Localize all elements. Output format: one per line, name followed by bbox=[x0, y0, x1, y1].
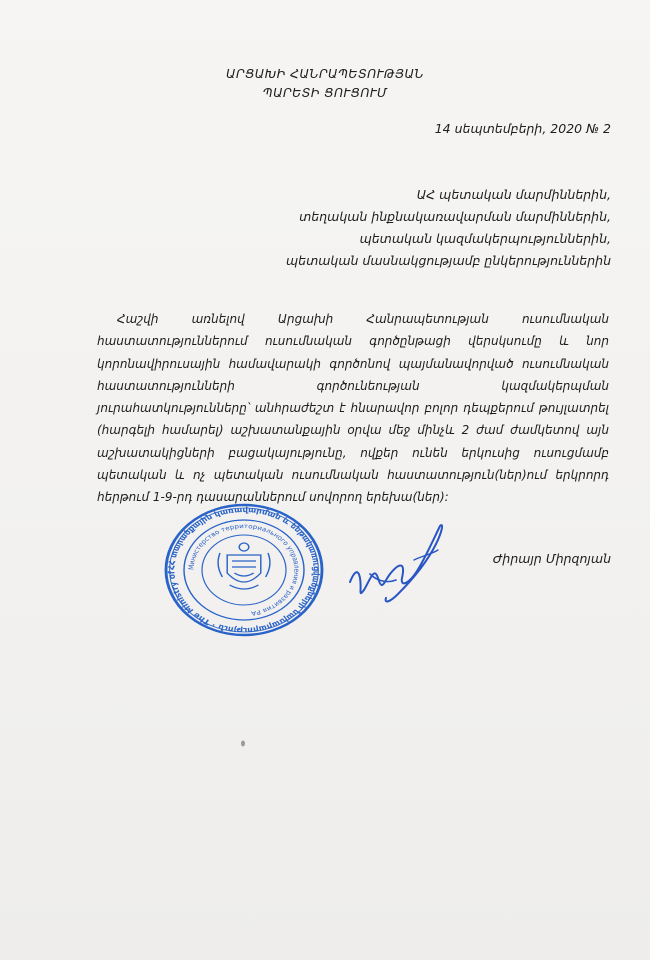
header-line-1: ԱՐՑԱԽԻ ՀԱՆՐԱՊԵՏՈՒԹՅԱՆ bbox=[226, 66, 424, 81]
addressee-line: տեղական ինքնակառավարման մարմիններին, bbox=[299, 209, 611, 224]
signer-name: Ժիրայր Միրզոյան bbox=[493, 551, 611, 566]
header-line-2: ՊԱՐԵՏԻ ՑՈՒՑՈՒՄ bbox=[262, 85, 388, 100]
addressee-line: պետական կազմակերպություններին, bbox=[359, 231, 611, 246]
handwritten-signature bbox=[340, 520, 450, 610]
document-date: 14 սեպտեմբերի, 2020 № 2 bbox=[434, 121, 611, 136]
addressee-line: ԱՀ պետական մարմիններին, bbox=[416, 187, 611, 202]
body-paragraph bbox=[97, 308, 609, 509]
seal-outer-text: ՀՀ տարածքային կառավարման և ենթակառուցվածքների նախարարություն · The Ministry of bbox=[166, 505, 322, 635]
seal-inner-text: Министерство территориального управления и развития РА bbox=[186, 522, 301, 617]
official-seal bbox=[164, 503, 324, 638]
document-header bbox=[0, 64, 650, 102]
addressee-line: պետական մասնակցությամբ ընկերություններին bbox=[285, 253, 611, 268]
body-text: Հաշվի առնելով Արցախի Հանրապետության ուսումնական հաստատություններում ուսումնական գործընթացի վերսկսումը և նոր կորոնավիրուսային համավարակի գործոնով պայմանավորված ուսումնական հաստատությունների գործունեության կազմակերպման յուրահատկությունները՝ անհրաժեշտ է հնարավոր բոլոր դեպքերում թույլատրել (հարգելի համարել) աշխատանքային օրվա մեջ մինչև 2 ժամ ժամկետով այն աշխատակիցների բացակայությունը, ովքեր ունեն երկուսից ուսուցմամբ պետական և ոչ պետական ուսումնական հաստատություն(ներ)ում երկրորդ հերթում 1-9-րդ դասարաններում սովորող երեխա(ներ): bbox=[97, 312, 609, 505]
paper-speck bbox=[240, 740, 246, 747]
coat-of-arms-icon bbox=[218, 543, 270, 589]
svg-text:Министерство территориального bbox=[187, 523, 301, 618]
addressee-block bbox=[286, 184, 611, 272]
